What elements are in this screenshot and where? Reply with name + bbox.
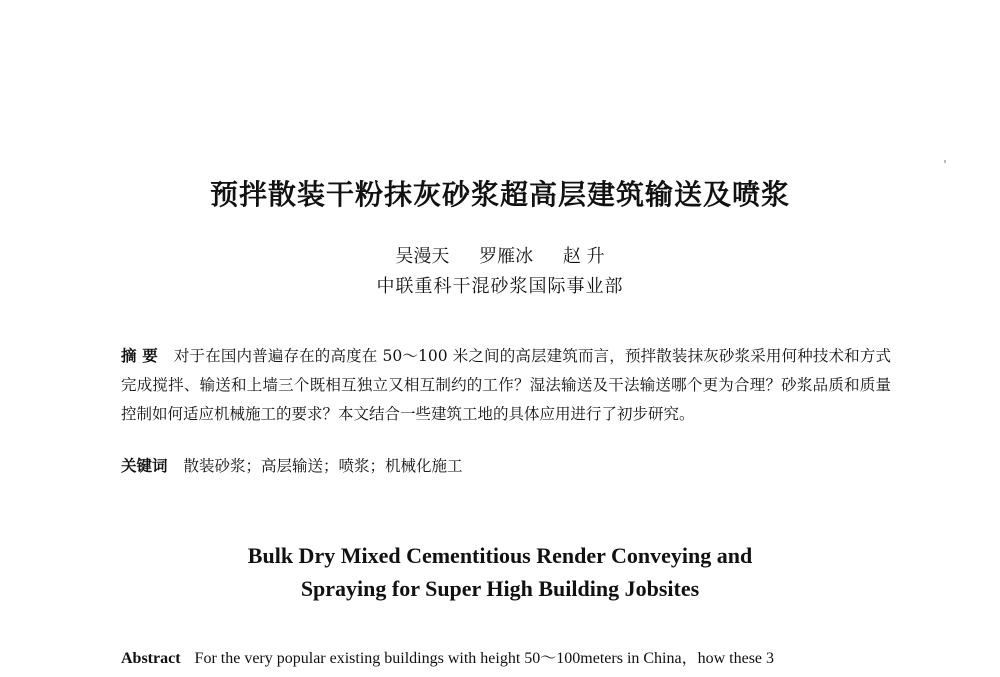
english-title-line: Spraying for Super High Building Jobsites [300,576,700,601]
english-abstract-text: For the very popular existing buildings with height 50～100meters in China，how these 3 [194,650,775,667]
author-name: 吴漫天 [395,246,450,267]
english-title [0,539,1000,605]
chinese-title: 预拌散装干粉抹灰砂浆超高层建筑输送及喷浆 [209,178,790,211]
chinese-abstract [121,342,891,429]
chinese-keywords-label: 关键词 [121,457,168,475]
author-name: 罗雁冰 [479,246,534,267]
author-name: 赵 升 [562,246,605,267]
chinese-abstract-label: 摘 要 [121,347,158,365]
author-list [0,242,1000,268]
chinese-abstract-text: 对于在国内普遍存在的高度在 50～100 米之间的高层建筑而言，预拌散装抹灰砂浆采用何种技术和方式完成搅拌、输送和上墙三个既相互独立又相互制约的工作？湿法输送及干法输送哪个更为合理？砂浆品质和质量控制如何适应机械施工的要求？本文结合一些建筑工地的具体应用进行了初步研究。 [121,347,891,423]
affiliation: 中联重科干混砂浆国际事业部 [376,276,624,297]
english-abstract-label: Abstract [121,650,181,667]
english-title-line: Bulk Dry Mixed Cementitious Render Conveying and [247,543,753,568]
scan-speck [944,160,946,163]
chinese-keywords [121,452,891,481]
chinese-keywords-text: 散装砂浆；高层输送；喷浆；机械化施工 [183,457,463,475]
english-abstract [121,647,901,671]
